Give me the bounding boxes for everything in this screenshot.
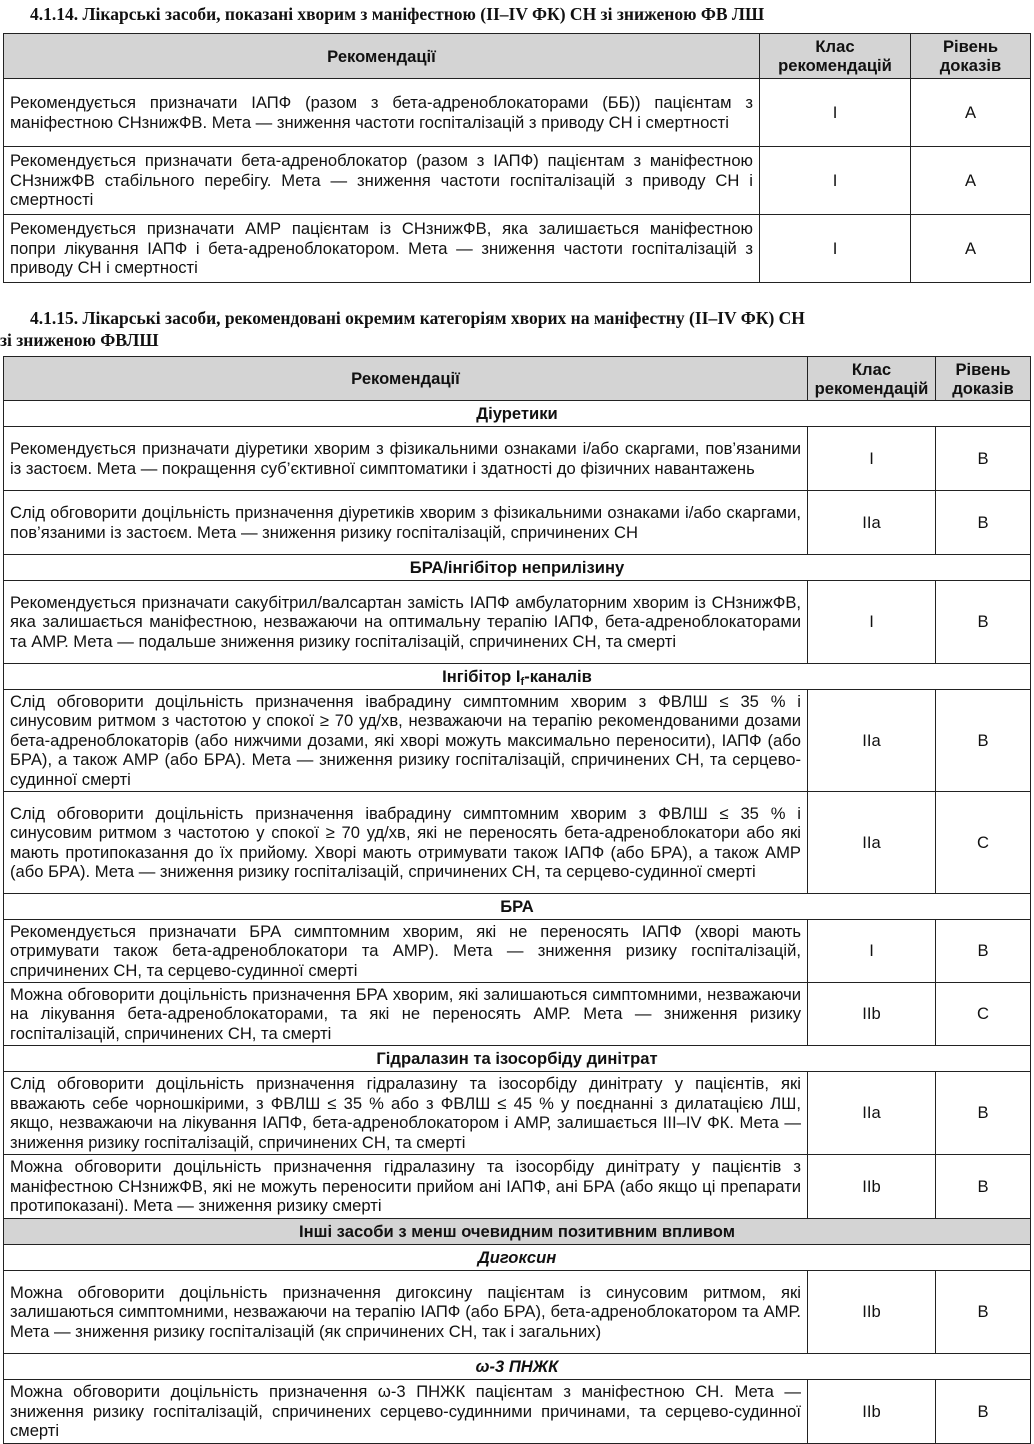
recommendation-text: Можна обговорити доцільність призначення ω-3 ПНЖК пацієнтам з маніфестною СН. Мета — зниження ризику госпіталізацій, спричинених серцево-судинними причинами, та серцево-судинної смерті bbox=[4, 1380, 808, 1444]
recommendation-text: Слід обговорити доцільність призначення гідралазину та ізосорбіду динітрату у пацієнтів, які вважають себе чорношкірими, з ФВЛШ ≤ 35 % або з ФВЛШ ≤ 45 % у поєднанні з дилатацією ЛШ, якщо, незважаючи на лікування ІАПФ, бета-адреноблокатором і АМР, залишається III–IV ФК. Мета — зниження ризику госпіталізацій, спричинених СН, та смерті bbox=[4, 1072, 808, 1155]
recommendation-class: IIa bbox=[808, 491, 936, 555]
section-title-4-1-14: 4.1.14. Лікарські засоби, показані хворим з маніфестною (II–IV ФК) СН зі зниженою ФВ ЛШ bbox=[30, 4, 765, 24]
evidence-level: B bbox=[936, 1072, 1031, 1155]
recommendation-class: IIb bbox=[808, 1271, 936, 1354]
recommendation-class: IIa bbox=[808, 792, 936, 894]
evidence-level: B bbox=[936, 1271, 1031, 1354]
table-row bbox=[4, 792, 1031, 894]
header-recommendations: Рекомендації bbox=[4, 34, 760, 79]
category-row-omega-3 bbox=[4, 1354, 1031, 1380]
category-label: БРА/інгібітор неприлізину bbox=[4, 555, 1031, 581]
recommendations-table-4-1-14 bbox=[3, 33, 1031, 283]
evidence-level: C bbox=[936, 983, 1031, 1046]
table-row bbox=[4, 1072, 1031, 1155]
recommendation-text: Слід обговорити доцільність призначення івабрадину симптомним хворим з ФВЛШ ≤ 35 % і синусовим ритмом з частотою у спокої ≥ 70 уд/хв, незважаючи на терапію рекомендованими дозами бета-адреноблокаторів (або нижчими дозами, які хворі можуть максимально переносити), ІАПФ (або БРА), а також АМР (або БРА). Мета — зниження ризику госпіталізацій, спричинених СН, та серцево-судинної смерті bbox=[4, 690, 808, 792]
recommendation-class: IIb bbox=[808, 1155, 936, 1219]
evidence-level: B bbox=[936, 581, 1031, 664]
recommendations-table-4-1-15 bbox=[3, 356, 1031, 1444]
category-label: Діуретики bbox=[4, 401, 1031, 427]
table-row bbox=[4, 920, 1031, 983]
header-recommendations: Рекомендації bbox=[4, 357, 808, 401]
recommendation-text: Рекомендується призначати АМР пацієнтам із СНзнижФВ, яка залишається маніфестною попри лікування ІАПФ і бета-адреноблокатором. Мета — зниження частоти госпіталізацій з приводу СН і смертності bbox=[4, 215, 760, 283]
recommendation-text: Слід обговорити доцільність призначення діуретиків хворим з фізикальними ознаками і/або скаргами, пов’язаними із застоєм. Мета — зниження ризику госпіталізацій, спричинених СН bbox=[4, 491, 808, 555]
table-row bbox=[4, 983, 1031, 1046]
header-level: Рівень доказів bbox=[936, 357, 1031, 401]
recommendation-text: Слід обговорити доцільність призначення івабрадину симптомним хворим з ФВЛШ ≤ 35 % і синусовим ритмом з частотою у спокої ≥ 70 уд/хв, які не переносять бета-адреноблокатори або які мають протипоказання до їх прийому. Хворі мають отримувати також ІАПФ (або БРА), а також АМР (або БРА). Мета — зниження ризику госпіталізацій, спричинених СН, та серцево-судинної смерті bbox=[4, 792, 808, 894]
category-label: БРА bbox=[4, 894, 1031, 920]
table-header-row bbox=[4, 357, 1031, 401]
evidence-level: B bbox=[936, 491, 1031, 555]
category-row-hydralazine bbox=[4, 1046, 1031, 1072]
recommendation-class: I bbox=[808, 920, 936, 983]
category-label: Дигоксин bbox=[4, 1245, 1031, 1271]
table-row bbox=[4, 1155, 1031, 1219]
evidence-level: A bbox=[911, 147, 1031, 215]
category-row-digoxin bbox=[4, 1245, 1031, 1271]
header-level: Рівень доказів bbox=[911, 34, 1031, 79]
category-row-other-agents bbox=[4, 1219, 1031, 1245]
recommendation-text: Можна обговорити доцільність призначення дигоксину пацієнтам із синусовим ритмом, які залишаються симптомними, незважаючи на терапію ІАПФ (або БРА), бета-адреноблокатором та АМР. Мета — зниження ризику госпіталізацій (як спричинених СН, так і загальних) bbox=[4, 1271, 808, 1354]
category-label: ω-3 ПНЖК bbox=[4, 1354, 1031, 1380]
category-row-diuretics bbox=[4, 401, 1031, 427]
evidence-level: B bbox=[936, 1380, 1031, 1444]
category-label-prefix: Інгібітор I bbox=[442, 666, 521, 686]
table-row bbox=[4, 1271, 1031, 1354]
section-title-4-1-15 bbox=[0, 307, 1034, 351]
evidence-level: B bbox=[936, 920, 1031, 983]
recommendation-text: Рекомендується призначати діуретики хворим з фізикальними ознаками і/або скаргами, пов’язаними із застоєм. Мета — покращення суб’єктивної симптоматики і здатності до фізичних навантажень bbox=[4, 427, 808, 491]
recommendation-text: Можна обговорити доцільність призначення БРА хворим, які залишаються симптомними, незважаючи на лікування бета-адреноблокаторами, та які не переносять АМР. Мета — зниження ризику госпіталізацій, спричинених СН, та смерті bbox=[4, 983, 808, 1046]
recommendation-class: I bbox=[760, 215, 911, 283]
evidence-level: B bbox=[936, 1155, 1031, 1219]
category-row-arni bbox=[4, 555, 1031, 581]
category-row-ara bbox=[4, 894, 1031, 920]
recommendation-class: I bbox=[760, 147, 911, 215]
recommendation-text: Рекомендується призначати БРА симптомним хворим, які не переносять ІАПФ (хворі мають отримувати також бета-адреноблокатори та АМР). Мета — зниження ризику госпіталізацій, спричинених СН, та серцево-судинної смерті bbox=[4, 920, 808, 983]
header-class: Клас рекомендацій bbox=[760, 34, 911, 79]
table-header-row bbox=[4, 34, 1031, 79]
evidence-level: A bbox=[911, 79, 1031, 147]
recommendation-class: I bbox=[760, 79, 911, 147]
category-label: Інші засоби з менш очевидним позитивним впливом bbox=[4, 1219, 1031, 1245]
recommendation-class: IIb bbox=[808, 983, 936, 1046]
table-row bbox=[4, 690, 1031, 792]
recommendation-text: Рекомендується призначати бета-адреноблокатор (разом з ІАПФ) пацієнтам з маніфестною СНзнижФВ стабільного перебігу. Мета — зниження частоти госпіталізацій з приводу СН і смертності bbox=[4, 147, 760, 215]
recommendation-class: IIb bbox=[808, 1380, 936, 1444]
table-row bbox=[4, 427, 1031, 491]
table-row bbox=[4, 215, 1031, 283]
recommendation-text: Можна обговорити доцільність призначення гідралазину та ізосорбіду динітрату у пацієнтів з маніфестною СНзнижФВ, які не можуть переносити прийом ані ІАПФ, ані БРА (або якщо ці препарати протипоказані). Мета — зниження ризику смерті bbox=[4, 1155, 808, 1219]
table-row bbox=[4, 147, 1031, 215]
section-title-line-1: 4.1.15. Лікарські засоби, рекомендовані окремим категоріям хворих на маніфестну (II–IV ФК) СН bbox=[30, 308, 805, 328]
recommendation-class: IIa bbox=[808, 690, 936, 792]
header-class: Клас рекомендацій bbox=[808, 357, 936, 401]
evidence-level: B bbox=[936, 690, 1031, 792]
recommendation-class: I bbox=[808, 427, 936, 491]
evidence-level: C bbox=[936, 792, 1031, 894]
table-row bbox=[4, 581, 1031, 664]
table-row bbox=[4, 491, 1031, 555]
recommendation-text: Рекомендується призначати ІАПФ (разом з бета-адреноблокаторами (ББ)) пацієнтам з маніфестною СНзнижФВ. Мета — зниження частоти госпіталізацій з приводу СН і смертності bbox=[4, 79, 760, 147]
evidence-level: A bbox=[911, 215, 1031, 283]
table-row bbox=[4, 1380, 1031, 1444]
section-title-line-2: зі зниженою ФВЛШ bbox=[0, 330, 159, 350]
evidence-level: B bbox=[936, 427, 1031, 491]
category-label: Гідралазин та ізосорбіду динітрат bbox=[4, 1046, 1031, 1072]
category-label-subscript: f bbox=[520, 675, 525, 688]
recommendation-class: I bbox=[808, 581, 936, 664]
recommendation-text: Рекомендується призначати сакубітрил/валсартан замість ІАПФ амбулаторним хворим із СНзнижФВ, яка залишається маніфестною, незважаючи на оптимальну терапію ІАПФ, бета-адреноблокаторами та АМР. Мета — подальше зниження ризику госпіталізацій, спричинених СН, та смерті bbox=[4, 581, 808, 664]
recommendation-class: IIa bbox=[808, 1072, 936, 1155]
category-row-if-channel-inhibitor bbox=[4, 664, 1031, 690]
category-label-suffix: -каналів bbox=[524, 666, 592, 686]
category-label bbox=[4, 664, 1031, 690]
table-row bbox=[4, 79, 1031, 147]
